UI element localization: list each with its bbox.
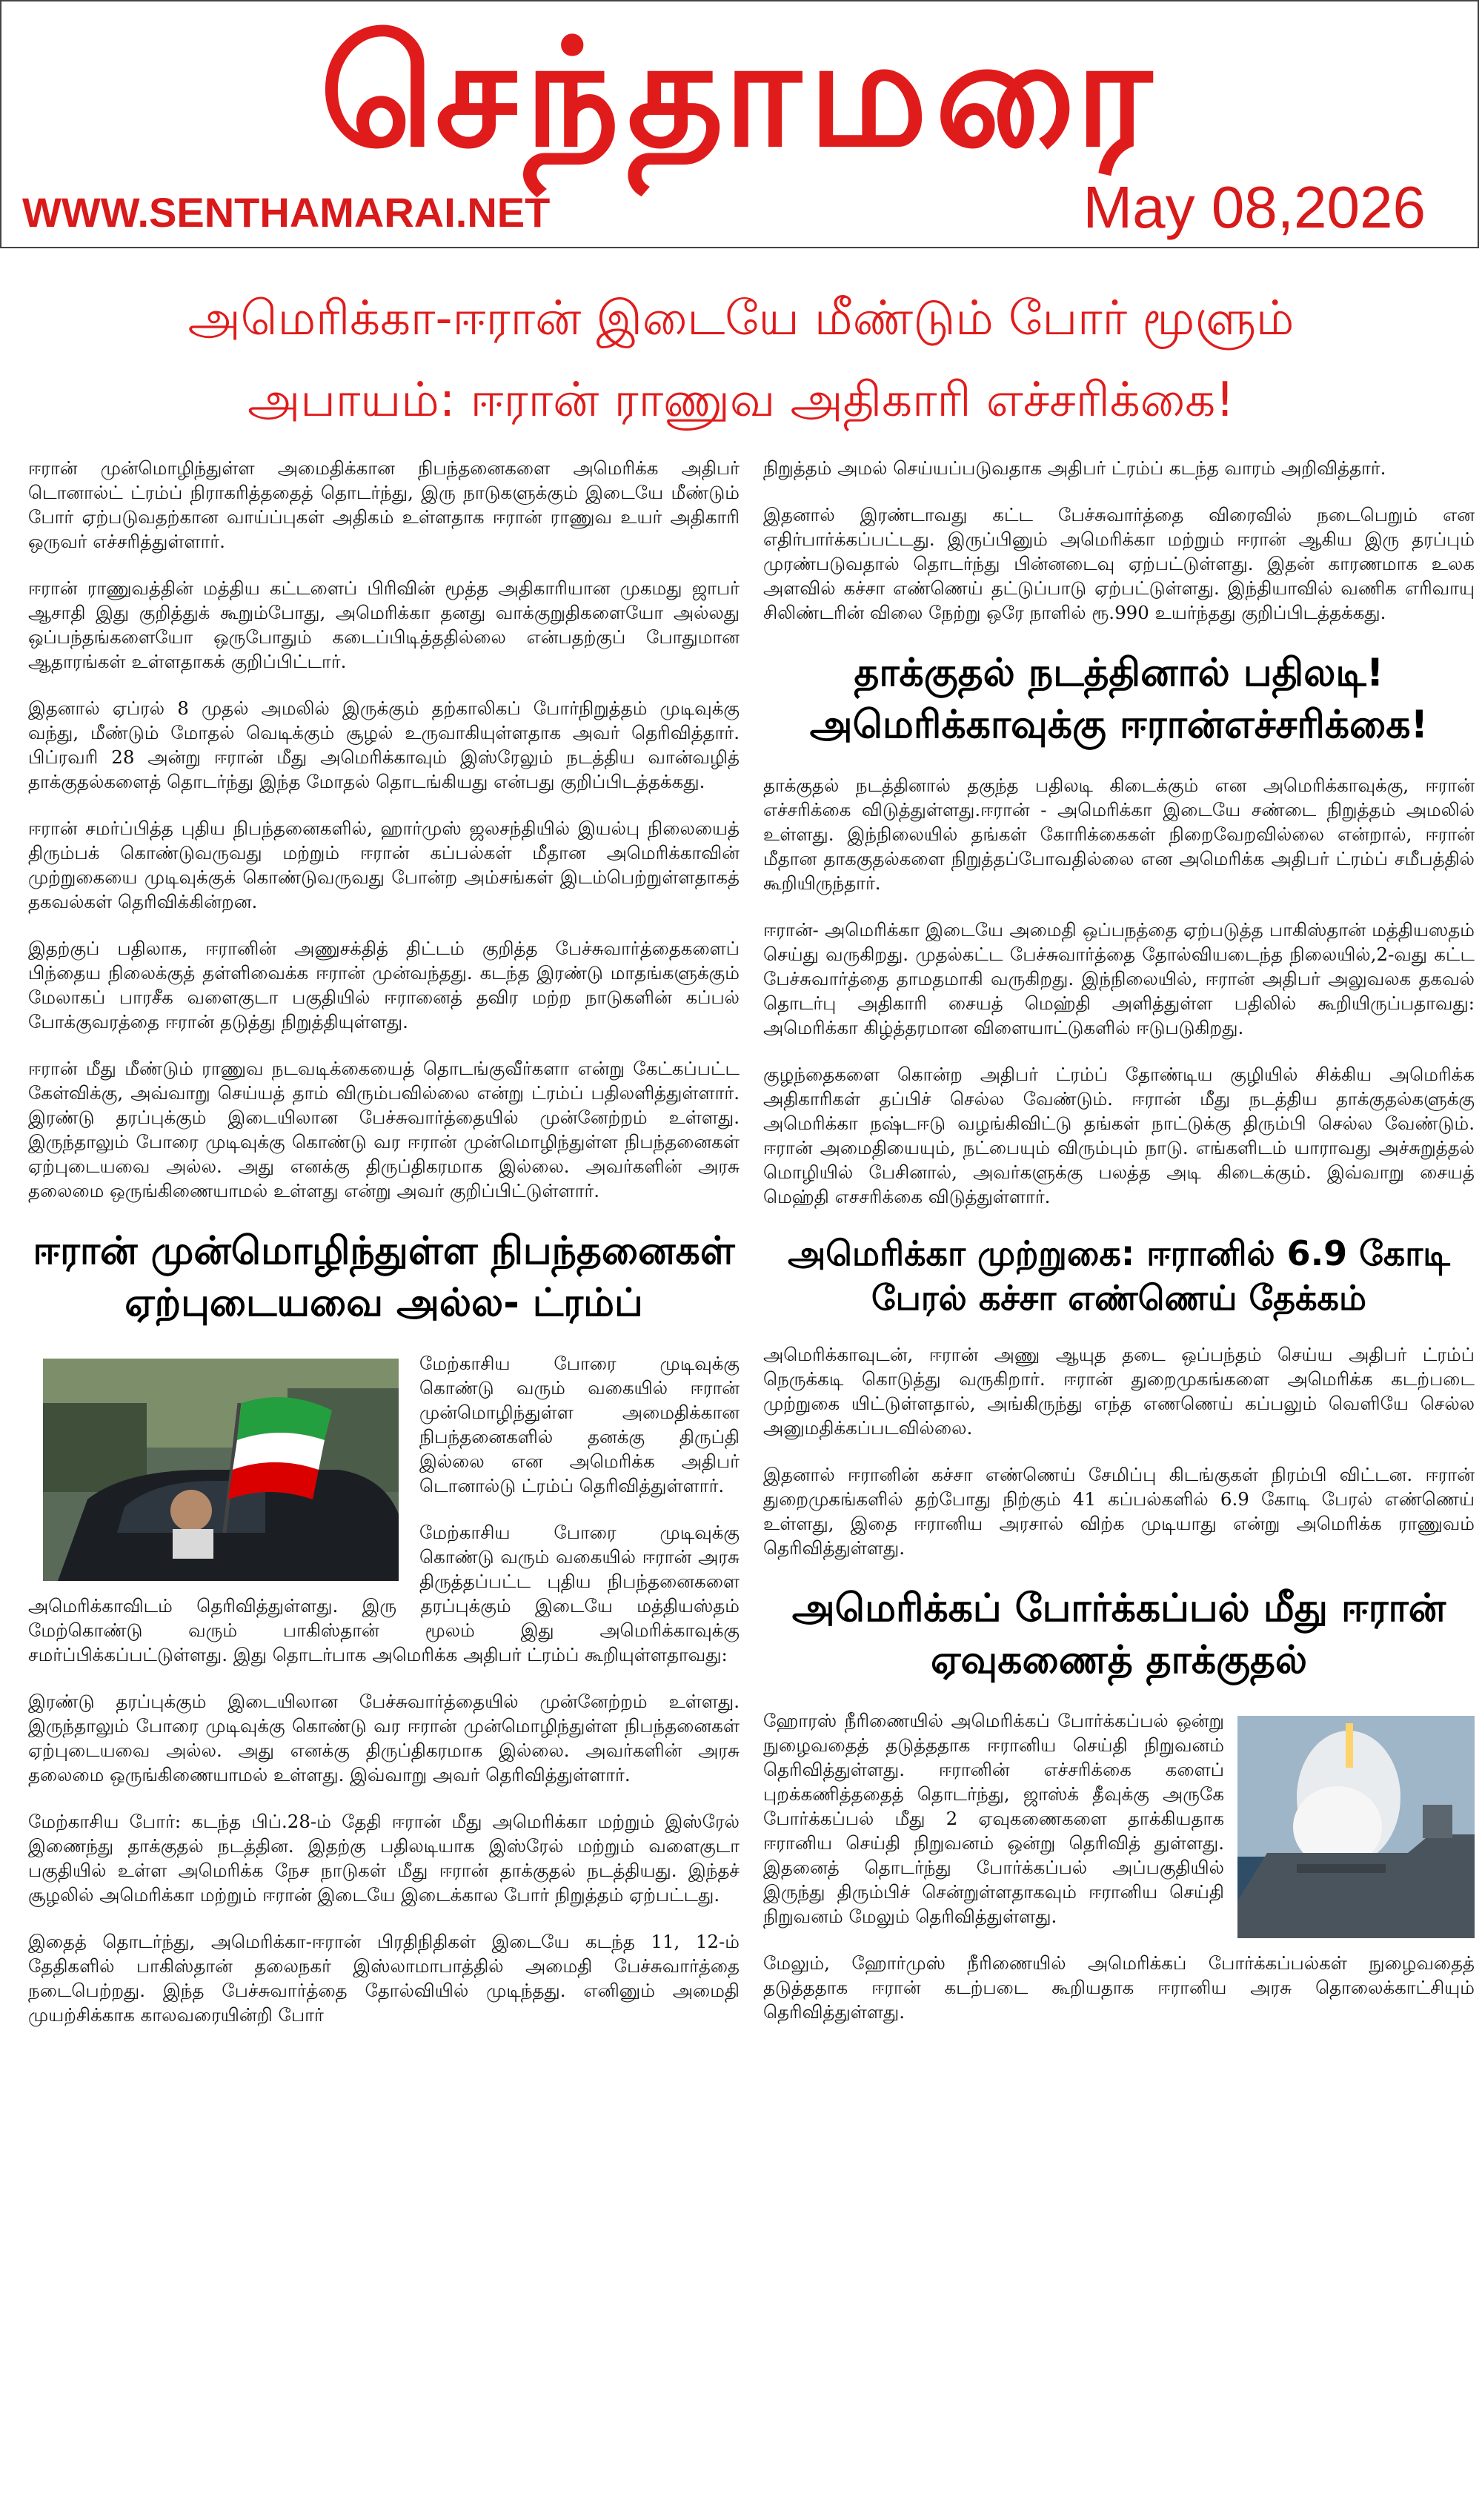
article-paragraph: இரண்டு தரப்புக்கும் இடையிலான பேச்சுவார்த்தையில் முன்னேற்றம் உள்ளது. இருந்தாலும் போரை முடிவுக்கு கொண்டு வர ஈரான் முன்மொழிந்துள்ள நிபந்தனைகள் ஏற்புடையவை அல்ல. அது எனக்கு திருப்திகரமாக இல்லை. அவர்களின் அரசு தலைமை ஒருங்கிணையாமல் உள்ளது. இவ்வாறு அவர் தெரிவித்துள்ளார். — [28, 1691, 740, 1785]
article-paragraph: நிறுத்தம் அமல் செய்யப்படுவதாக அதிபர் ட்ரம்ப் கடந்த வாரம் அறிவித்தார். — [763, 457, 1386, 479]
issue-date: May 08,2026 — [1083, 174, 1426, 240]
section-heading: ஈரான் முன்மொழிந்துள்ள நிபந்தனைகள் ஏற்புடையவை அல்ல- ட்ரம்ப் — [33, 1229, 735, 1325]
article-paragraph: இதனால் ஏப்ரல் 8 முதல் அமலில் இருக்கும் தற்காலிகப் போர்நிறுத்தம் முடிவுக்கு வந்து, மீண்டும் மோதல் வெடிக்கும் சூழல் உருவாகியுள்ளதாக அவர் தெரிவித்தார். பிப்ரவரி 28 அன்று ஈரான் மீது அமெரிக்காவும் இஸ்ரேலும் நடத்திய வான்வழித் தாக்குதல்களைத் தொடர்ந்து இந்த மோதல் தொடங்கியது என்பது குறிப்பிடத்தக்கது. — [28, 697, 740, 792]
article-paragraph: ஈரான்- அமெரிக்கா இடையே அமைதி ஒப்பநத்தை ஏற்படுத்த பாகிஸ்தான் மத்தியஸதம் செய்து வருகிறது. முதல்கட்ட பேச்சுவார்த்தை தோல்வியடைந்த நிலையில்,2-வது கட்ட பேச்சுவார்த்தை தாமதமாகி வருகிறது. இந்நிலையில், ஈரான் அதிபர் அலுவலக தகவல் தொடர்பு அதிகாரி சையத் மெஹ்தி அளித்துள்ள பதிலில் கூறியிருப்பதாவது: அமெரிக்கா கிழ்த்தரமான விளையாட்டுகளில் ஈடுபடுகிறது. — [763, 919, 1475, 1038]
warship-missile-photo-icon — [1237, 1716, 1475, 1938]
article-paragraph: ஈரான் முன்மொழிந்துள்ள அமைதிக்கான நிபந்தனைகளை அமெரிக்க அதிபர் டொனால்ட் ட்ரம்ப் நிராகரித்ததைத் தொடர்ந்து, இரு நாடுகளுக்கும் இடையே மீண்டும் போர் ஏற்படுவதற்கான வாய்ப்புகள் அதிகம் உள்ளதாக ஈரான் ராணுவ உயர் அதிகாரி ஒருவர் எச்சரித்துள்ளார். — [28, 457, 740, 552]
section-heading: அமெரிக்கப் போர்க்கப்பல் மீது ஈரான் ஏவுகணைத் தாக்குதல் — [791, 1586, 1446, 1682]
section-heading: அமெரிக்கா முற்றுகை: ஈரானில் 6.9 கோடி பேரல் கச்சா எண்ணெய் தேக்கம் — [788, 1233, 1450, 1318]
article-paragraph: மேற்காசிய போரை முடிவுக்கு கொண்டு வரும் வகையில் ஈரான் அரசு திருத்தப்பட்ட புதிய நிபந்தனைகளை அமெரிக்காவிடம் தெரிவித்துள்ளது. இரு தரப்புக்கும் இடையே மத்தியஸ்தம் மேற்கொண்டு வரும் பாகிஸ்தான் மூலம் இது அமெரிக்காவுக்கு சமர்ப்பிக்கப்பட்டுள்ளது. இது தொடர்பாக அமெரிக்க அதிபர் ட்ரம்ப் கூறியுள்ளதாவது: — [28, 1522, 740, 1665]
newspaper-title: செந்தாமரை — [319, 7, 1160, 180]
article-paragraph: ஈரான் மீது மீண்டும் ராணுவ நடவடிக்கையைத் தொடங்குவீர்களா என்று கேட்கப்பட்ட கேள்விக்கு, அவ்வாறு செய்யத் தாம் விரும்பவில்லை என்று ட்ரம்ப் பதிலளித்துள்ளார். இரண்டு தரப்புக்கும் இடையிலான பேச்சுவார்த்தையில் முன்னேற்றம் உள்ளது. இருந்தாலும் போரை முடிவுக்கு கொண்டு வர ஈரான் முன்மொழிந்துள்ள நிபந்தனைகள் ஏற்புடையவை அல்ல. அது எனக்கு திருப்திகரமாக இல்லை. அவர்களின் அரசு தலைமை ஒருங்கிணையாமல் உள்ளது என்று அவர் குறிப்பிட்டுள்ளார். — [28, 1058, 740, 1201]
article-paragraph: இதற்குப் பதிலாக, ஈரானின் அணுசக்தித் திட்டம் குறித்த பேச்சுவார்த்தைகளைப் பிந்தைய நிலைக்குத் தள்ளிவைக்க ஈரான் முன்வந்தது. கடந்த இரண்டு மாதங்களுக்கும் மேலாகப் பாரசீக வளைகுடா பகுதியில் ஈரானைத் தவிர மற்ற நாடுகளின் கப்பல் போக்குவரத்தை ஈரான் தடுத்து நிறுத்தியுள்ளது. — [28, 938, 740, 1032]
article-paragraph: ஹோரஸ் நீரிணையில் அமெரிக்கப் போர்க்கப்பல் ஒன்று நுழைவதைத் தடுத்ததாக ஈரானிய செய்தி நிறுவனம் தெரிவித்துள்ளது. ஈரானின் எச்சரிக்கை களைப் புறக்கணித்ததைத் தொடர்ந்து, ஜாஸ்க் தீவுக்கு அருகே போர்க்கப்பல் மீது 2 ஏவுகணைகளை தாக்கியதாக ஈரானிய செய்தி நிறுவனம் ஒன்று தெரிவித் துள்ளது. இதனைத் தொடர்ந்து போர்க்கப்பல் அப்பகுதியில் இருந்து திரும்பிச் சென்றுள்ளதாகவும் ஈரானிய செய்தி நிறுவனம் மேலும் தெரிவித்துள்ளது. — [763, 1710, 1224, 1927]
article-paragraph: மேற்காசிய போர்: கடந்த பிப்.28-ம் தேதி ஈரான் மீது அமெரிக்கா மற்றும் இஸ்ரேல் இணைந்து தாக்குதல் நடத்தின. இதற்கு பதிலடியாக இஸ்ரேல் மற்றும் வளைகுடா பகுதியில் உள்ள அமெரிக்க நேச நாடுகள் மீது ஈரான் தாக்குதல் நடத்தியது. இந்தச் சூழலில் அமெரிக்கா மற்றும் ஈரான் இடையே இடைக்கால போர் நிறுத்தம் ஏற்பட்டது. — [28, 1811, 740, 1906]
article-paragraph: மேலும், ஹோர்முஸ் நீரிணையில் அமெரிக்கப் போர்க்கப்பல்கள் நுழைவதைத் தடுத்ததாக ஈரான் கடற்படை கூறியதாக ஈரானிய அரசு தொலைக்காட்சியும் தெரிவித்துள்ளது. — [763, 1952, 1475, 2023]
car-flag-photo-icon — [43, 1359, 399, 1581]
section-heading: தாக்குதல் நடத்தினால் பதிலடி! அமெரிக்காவுக்கு ஈரான்எச்சரிக்கை! — [809, 651, 1429, 747]
article-paragraph: அமெரிக்காவுடன், ஈரான் அணு ஆயுத தடை ஒப்பந்தம் செய்ய அதிபர் ட்ரம்ப் நெருக்கடி கொடுத்து வருகிறார். ஈரான் துறைமுகங்களை அமெரிக்க கடற்படை முற்றுகை யிட்டுள்ளதால், அங்கிருந்து எந்த எணணெய் கப்பலும் வெளியே செல்ல அனுமதிக்கப்படவில்லை. — [763, 1344, 1475, 1439]
headline-line-1: அமெரிக்கா-ஈரான் இடையே மீண்டும் போர் மூளும் — [187, 291, 1295, 346]
main-headline — [0, 278, 1482, 441]
article-paragraph: ஈரான் சமர்ப்பித்த புதிய நிபந்தனைகளில், ஹார்முஸ் ஜலசந்தியில் இயல்பு நிலையைத் திரும்பக் கொண்டுவருவது மற்றும் ஈரான் கப்பல்கள் மீதான அமெரிக்காவின் முற்றுகையை முடிவுக்குக் கொண்டுவருவது போன்ற அம்சங்கள் இடம்பெற்றுள்ளதாகத் தகவல்கள் தெரிவிக்கின்றன. — [28, 818, 740, 912]
headline-line-2: அபாயம்: ஈரான் ராணுவ அதிகாரி எச்சரிக்கை! — [247, 373, 1235, 428]
car-photo — [43, 1359, 399, 1581]
article-paragraph: இதைத் தொடர்ந்து, அமெரிக்கா-ஈரான் பிரதிநிதிகள் இடையே கடந்த 11, 12-ம் தேதிகளில் பாகிஸ்தான் தலைநகர் இஸ்லாமாபாத்தில் அமைதி பேச்சுவார்த்தை நடைபெற்றது. இந்த பேச்சுவார்த்தை தோல்வியில் முடிந்தது. எனினும் அமைதி முயற்சிக்காக காலவரையின்றி போர் — [28, 1931, 740, 2026]
left-column — [28, 456, 740, 2516]
masthead — [0, 0, 1479, 248]
article-paragraph: ஈரான் ராணுவத்தின் மத்திய கட்டளைப் பிரிவின் மூத்த அதிகாரியான முகமது ஜாபர் ஆசாதி இது குறித்துக் கூறும்போது, அமெரிக்கா தனது வாக்குறுதிகளையோ அல்லது ஒப்பந்தங்களையோ ஒருபோதும் கடைப்பிடித்ததில்லை என்பதற்குப் போதுமான ஆதாரங்கள் உள்ளதாகக் குறிப்பிட்டார். — [28, 577, 740, 672]
article-paragraph: இதனால் இரண்டாவது கட்ட பேச்சுவார்த்தை விரைவில் நடைபெறும் என எதிர்பார்க்கப்பட்டது. இருப்பினும் அமெரிக்கா மற்றும் ஈரான் ஆகிய இரு தரப்பும் முரண்படுவதால் தொடர்ந்து பின்னடைவு ஏற்பட்டுள்ளது. இதன் காரணமாக உலக அளவில் கச்சா எண்ணெய் தட்டுப்பாடு ஏற்பட்டுள்ளது. இந்தியாவில் வணிக எரிவாயு சிலிண்டரின் விலை நேற்று ஒரே நாளில் ரூ.990 உயர்ந்தது குறிப்பிடத்தக்கது. — [763, 504, 1475, 623]
article-paragraph: இதனால் ஈரானின் கச்சா எண்ணெய் சேமிப்பு கிடங்குகள் நிரம்பி விட்டன. ஈரான் துறைமுகங்களில் தற்போது நிற்கும் 41 கப்பல்களில் 6.9 கோடி பேரல் எண்ணெய் உள்ளது, இதை ஈரானிய அரசால் விற்க முடியாது என்று அமெரிக்க ராணுவம் தெரிவித்துள்ளது. — [763, 1464, 1475, 1559]
article-paragraph: தாக்குதல் நடத்தினால் தகுந்த பதிலடி கிடைக்கும் என அமெரிக்காவுக்கு, ஈரான் எச்சரிக்கை விடுத்துள்ளது.ஈரான் - அமெரிக்கா இடையே சண்டை நிறுத்தம் அமலில் உள்ளது. இந்நிலையில் தங்கள் கோரிக்கைகள் நிறைவேறவில்லை என்றால், ஈரான் மீதான தாககுதல்களை நிறுத்தப்போவதில்லை என அமெரிக்க அதிபர் ட்ரம்ப் சமீபத்தில் கூறியிருந்தார். — [763, 775, 1475, 894]
ship-photo — [1237, 1716, 1475, 1938]
article-paragraph: குழந்தைகளை கொன்ற அதிபர் ட்ரம்ப் தோண்டிய குழியில் சிக்கிய அமெரிக்க அதிகாரிகள் தப்பிச் செல்ல வேண்டும். ஈரான் மீது நடத்திய தாக்குதல்களுக்கு அமெரிக்கா நஷ்டஈடு வழங்கிவிட்டு தங்கள் நாட்டுக்கு திரும்பி செல்ல வேண்டும். ஈரான் அமைதியையும், நட்பையும் விரும்பும் நாடு. எங்களிடம் யாராவது அச்சுறுத்தல் மொழியில் பேசினால், அவர்களுக்கு பலத்த அடி கிடைக்கும். இவ்வாறு சையத் மெஹ்தி எசசரிக்கை விடுத்துள்ளார். — [763, 1064, 1475, 1207]
article-paragraph: மேற்காசிய போரை முடிவுக்கு கொண்டு வரும் வகையில் ஈரான் முன்மொழிந்துள்ள அமைதிக்கான நிபந்தனைகளில் தனக்கு திருப்தி இல்லை என அமெரிக்க அதிபர் டொனால்டு ட்ரம்ப் தெரிவித்துள்ளார். — [419, 1353, 740, 1496]
right-column — [763, 456, 1475, 2516]
website-link[interactable]: WWW.SENTHAMARAI.NET — [22, 189, 551, 236]
